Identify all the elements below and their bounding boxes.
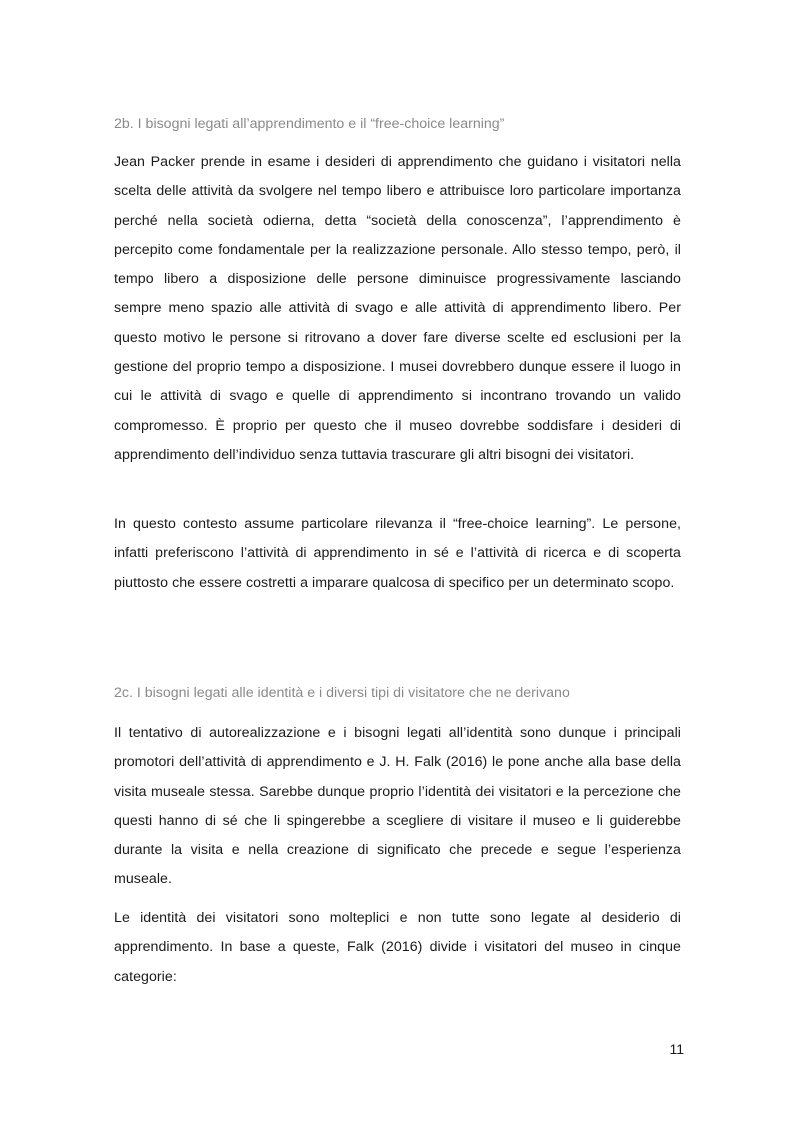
paragraph: In questo contesto assume particolare rilevanza il “free-choice learning”. Le persone, infatti preferiscono l’attività di apprendimento in sé e l’attività di ricerca e di scoperta piuttosto che essere costretti a imparare qualcosa di specifico per un determinato scopo. [114,516,681,591]
paragraph: Il tentativo di autorealizzazione e i bisogni legati all’identità sono dunque i principali promotori dell’attività di apprendimento e J. H. Falk (2016) le pone anche alla base della visita museale stessa. Sarebbe dunque proprio l’identità dei visitatori e la percezione che questi hanno di sé che li spingerebbe a scegliere di visitare il museo e li guiderebbe durante la visita e nella creazione di significato che precede e segue l’esperienza museale. [114,725,681,888]
paragraph: Le identità dei visitatori sono molteplici e non tutte sono legate al desiderio di apprendimento. In base a queste, Falk (2016) divide i visitatori del museo in cinque categorie: [114,910,681,985]
page-number: 11 [669,1041,684,1057]
section-heading-2b: 2b. I bisogni legati all’apprendimento e il “free-choice learning” [114,116,505,132]
section-heading-2c: 2c. I bisogni legati alle identità e i diversi tipi di visitatore che ne derivano [114,685,570,701]
paragraph: Jean Packer prende in esame i desideri di apprendimento che guidano i visitatori nella scelta delle attività da svolgere nel tempo libero e attribuisce loro particolare importanza perché nella società odierna, detta “società della conoscenza”, l’apprendimento è percepito come fondamentale per la realizzazione personale. Allo stesso tempo, però, il tempo libero a disposizione delle persone diminuisce progressivamente lasciando sempre meno spazio alle attività di svago e alle attività di apprendimento libero. Per questo motivo le persone si ritrovano a dover fare diverse scelte ed esclusioni per la gestione del proprio tempo a disposizione. I musei dovrebbero dunque essere il luogo in cui le attività di svago e quelle di apprendimento si incontrano trovando un valido compromesso. È proprio per questo che il museo dovrebbe soddisfare i desideri di apprendimento dell’individuo senza tuttavia trascurare gli altri bisogni dei visitatori. [114,154,681,463]
